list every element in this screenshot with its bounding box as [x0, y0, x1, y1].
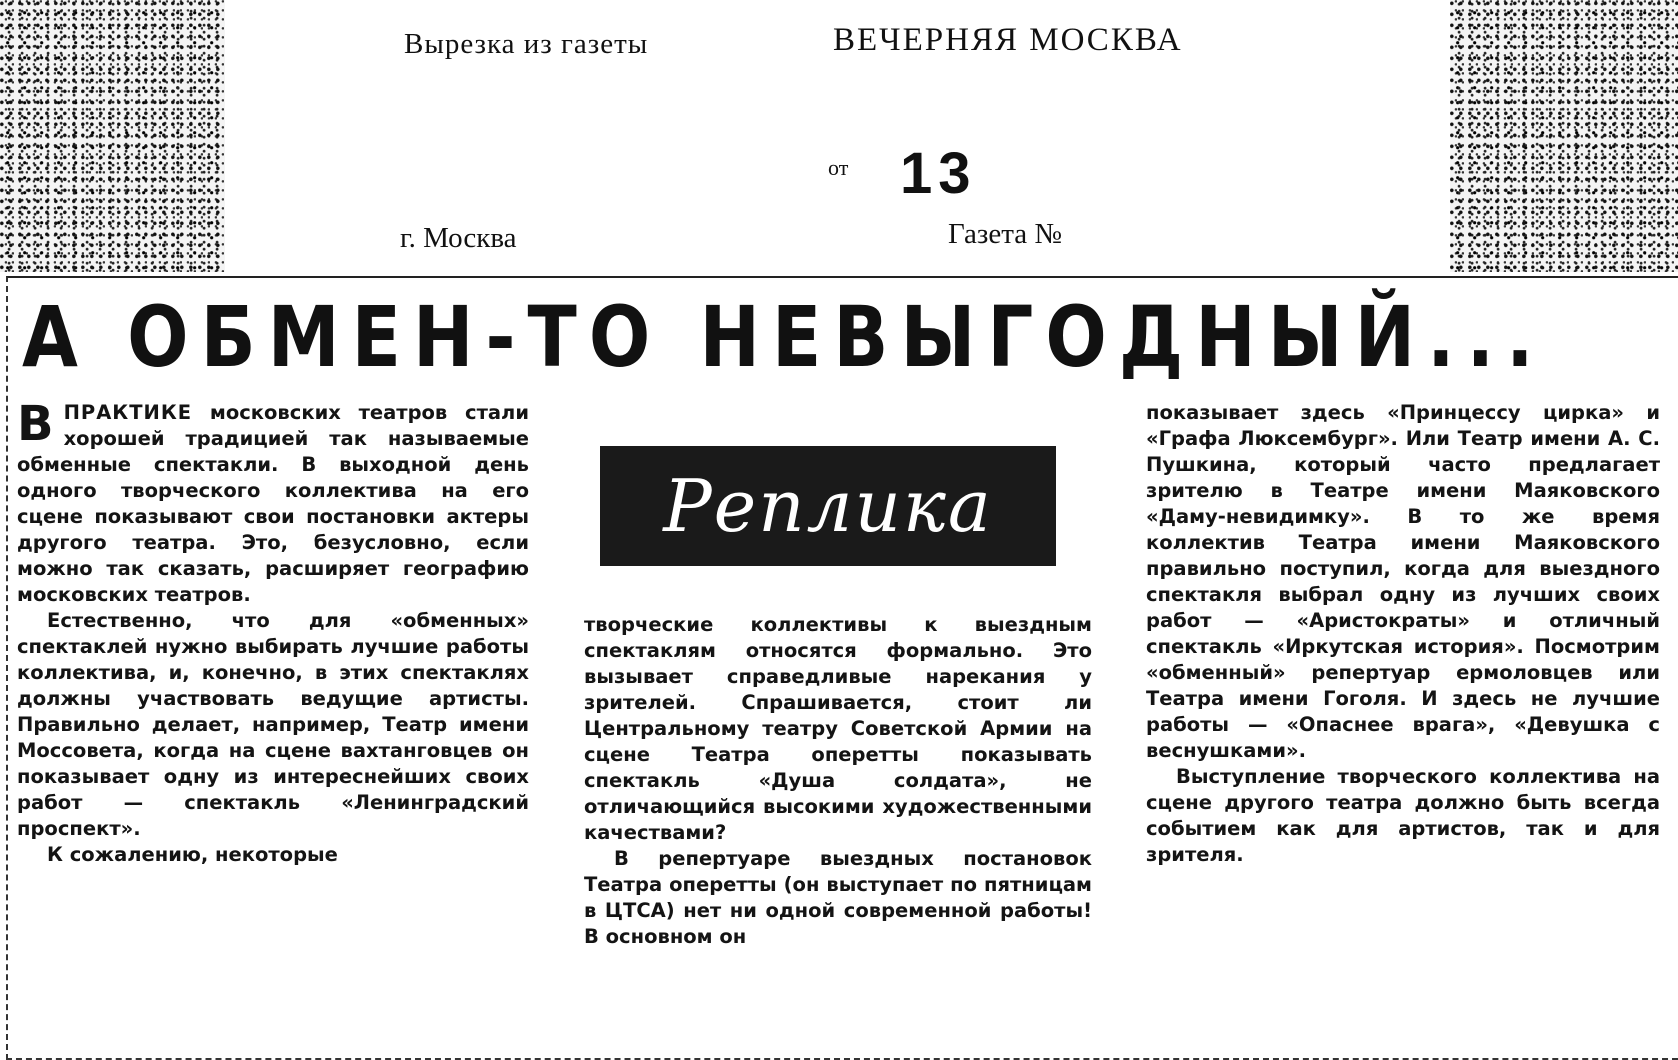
article-column-2: [584, 612, 1092, 950]
clipping-label: Вырезка из газеты: [404, 28, 649, 60]
city-label: г. Москва: [400, 222, 517, 254]
paragraph: К сожалению, некоторые: [47, 843, 338, 866]
article-column-1: [17, 396, 529, 868]
article-headline: А ОБМЕН-ТО НЕВЫГОДНЫЙ...: [22, 288, 1546, 386]
paragraph: В репертуаре выездных постановок Театра оперетты (он выступает по пятницам в ЦТСА) нет ни одной современной работы! В основном он: [584, 847, 1092, 948]
rubric-banner: [600, 446, 1056, 566]
paragraph-text: московских театров стали хорошей традицией так называемые обменные спектакли. В выходной день одного творческого коллектива на его сцене показывают свои постановки актеры другого театра. Это, безусловно, если можно так сказать, расширяет географию московских театров.: [17, 401, 529, 606]
paragraph: показывает здесь «Принцессу цирка» и «Графа Люксембург». Или Театр имени А. С. Пушкина, который часто предлагает зрителю в Театре имени Маяковского «Даму-невидимку». В то же время коллектив Театра имени Маяковского правильно поступил, когда для выездного спектакля выбрал одну из лучших своих работ — «Аристократы» и отличный спектакль «Иркутская история». Посмотрим «обменный» репертуар ермоловцев или Театра имени Гоголя. И здесь не лучшие работы — «Опаснее врага», «Девушка с веснушками».: [1146, 401, 1660, 762]
newspaper-name: ВЕЧЕРНЯЯ МОСКВА: [833, 22, 1183, 58]
rubric-title: Реплика: [663, 464, 993, 548]
date-label: от: [828, 155, 849, 180]
scan-noise-left: [0, 0, 225, 272]
paragraph: творческие коллективы к выездным спектаклям относятся формально. Это вызывает справедливые нарекания у зрителей. Спрашивается, стоит ли Центральному театру Советской Армии на сцене Театра оперетты показывать спектакль «Душа солдата», не отличающийся высокими художественными качествами?: [584, 613, 1092, 844]
drop-cap: В: [17, 396, 54, 452]
paragraph: Выступление творческого коллектива на сцене другого театра должно быть всегда событием как для артистов, так и для зрителя.: [1146, 765, 1660, 866]
lead-word: ПРАКТИКЕ: [63, 401, 193, 424]
paragraph: [17, 396, 529, 608]
date-stamp: 13: [900, 141, 977, 206]
scan-noise-right: [1450, 0, 1678, 272]
article-column-3: [1146, 400, 1660, 868]
issue-number-label: Газета №: [948, 218, 1063, 250]
paragraph: Естественно, что для «обменных» спектаклей нужно выбирать лучшие работы коллектива, и, конечно, в этих спектаклях должны участвовать ведущие артисты. Правильно делает, например, Театр имени Моссовета, когда на сцене вахтанговцев он показывает одну из интереснейших своих работ — спектакль «Ленинградский проспект».: [17, 609, 529, 840]
